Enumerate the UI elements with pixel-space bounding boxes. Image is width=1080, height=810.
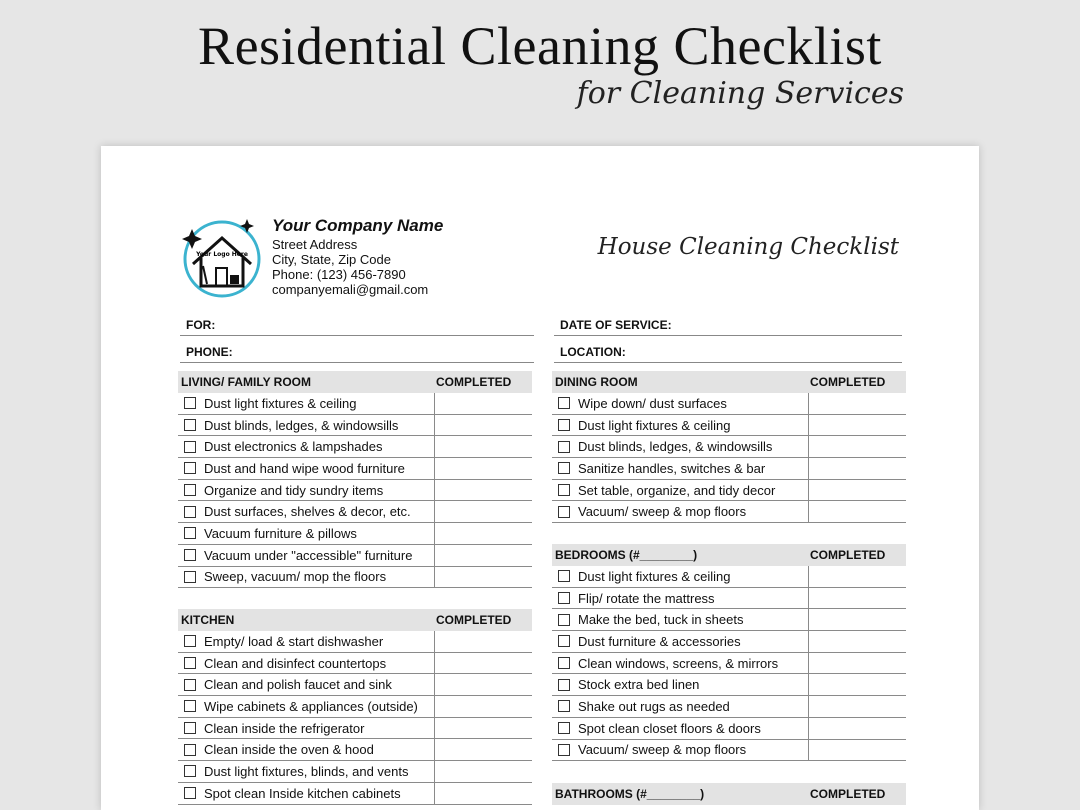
checkbox[interactable] [184, 441, 196, 453]
task-label: Organize and tidy sundry items [204, 482, 384, 498]
section-dining-room [552, 371, 906, 523]
checklist-row [552, 458, 906, 480]
task-label: Clean inside the oven & hood [204, 742, 374, 758]
completed-cell[interactable] [435, 436, 532, 457]
task-label: Dust and hand wipe wood furniture [204, 460, 405, 476]
task-label: Wipe cabinets & appliances (outside) [204, 698, 418, 714]
checklist-row [178, 653, 532, 675]
checklist-sheet [101, 146, 979, 810]
completed-cell[interactable] [435, 458, 532, 479]
section-title: LIVING/ FAMILY ROOM [181, 375, 312, 389]
completed-cell[interactable] [809, 631, 906, 652]
completed-column-header: COMPLETED [810, 787, 886, 801]
task-label: Wipe down/ dust surfaces [578, 395, 727, 411]
task-cell [552, 631, 809, 652]
company-email: companyemali@gmail.com [272, 282, 429, 297]
completed-cell[interactable] [809, 696, 906, 717]
task-label: Clean inside the refrigerator [204, 720, 365, 736]
checklist-row [178, 501, 532, 523]
task-cell [552, 609, 809, 630]
checkbox[interactable] [558, 570, 570, 582]
checklist-row [552, 674, 906, 696]
task-label: Flip/ rotate the mattress [578, 590, 715, 606]
task-cell [178, 458, 435, 479]
task-label: Vacuum/ sweep & mop floors [578, 504, 747, 520]
section-header [178, 609, 532, 631]
checklist-row [552, 393, 906, 415]
checkbox[interactable] [184, 765, 196, 777]
task-label: Vacuum under "accessible" furniture [204, 547, 413, 563]
checklist-row [178, 567, 532, 589]
completed-cell[interactable] [809, 436, 906, 457]
section-kitchen [178, 609, 532, 805]
completed-cell[interactable] [435, 501, 532, 522]
completed-cell[interactable] [809, 653, 906, 674]
task-label: Clean windows, screens, & mirrors [578, 655, 779, 671]
completed-column-header: COMPLETED [810, 375, 886, 389]
checkbox[interactable] [558, 657, 570, 669]
checkbox[interactable] [558, 397, 570, 409]
company-street: Street Address [272, 237, 358, 252]
checkbox[interactable] [558, 484, 570, 496]
checklist-row [178, 436, 532, 458]
checkbox[interactable] [558, 462, 570, 474]
completed-cell[interactable] [435, 631, 532, 652]
task-label: Make the bed, tuck in sheets [578, 612, 744, 628]
checkbox[interactable] [184, 744, 196, 756]
completed-cell[interactable] [809, 740, 906, 761]
task-cell [552, 501, 809, 522]
task-cell [178, 523, 435, 544]
section-title: KITCHEN [181, 613, 235, 627]
phone-field[interactable]: PHONE: [180, 337, 534, 363]
checkbox[interactable] [184, 571, 196, 583]
section-title: DINING ROOM [555, 375, 638, 389]
completed-column-header: COMPLETED [810, 548, 886, 562]
completed-cell[interactable] [809, 566, 906, 587]
section-bathrooms [552, 783, 906, 805]
company-name: Your Company Name [272, 216, 444, 235]
section-living-family-room [178, 371, 532, 588]
checkbox[interactable] [184, 700, 196, 712]
completed-cell[interactable] [435, 523, 532, 544]
task-cell [178, 393, 435, 414]
date-of-service-field[interactable]: DATE OF SERVICE: [554, 310, 902, 336]
completed-cell[interactable] [435, 739, 532, 760]
company-city: City, State, Zip Code [272, 252, 391, 267]
completed-cell[interactable] [435, 415, 532, 436]
checklist-row [552, 566, 906, 588]
task-label: Dust electronics & lampshades [204, 439, 383, 455]
task-cell [178, 501, 435, 522]
checklist-row [178, 631, 532, 653]
completed-cell[interactable] [809, 415, 906, 436]
completed-cell[interactable] [435, 674, 532, 695]
checklist-row [178, 545, 532, 567]
checklist-row [178, 415, 532, 437]
checkbox[interactable] [558, 506, 570, 518]
task-label: Dust blinds, ledges, & windowsills [578, 439, 773, 455]
checklist-row [552, 718, 906, 740]
task-cell [552, 653, 809, 674]
checkbox[interactable] [558, 679, 570, 691]
completed-column-header: COMPLETED [436, 375, 512, 389]
completed-cell[interactable] [435, 545, 532, 566]
completed-cell[interactable] [809, 480, 906, 501]
completed-cell[interactable] [435, 783, 532, 804]
checkbox[interactable] [184, 679, 196, 691]
completed-cell[interactable] [435, 567, 532, 588]
task-label: Spot clean Inside kitchen cabinets [204, 785, 401, 801]
checkbox[interactable] [558, 635, 570, 647]
checklist-row [178, 480, 532, 502]
completed-cell[interactable] [809, 588, 906, 609]
section-title: BATHROOMS (#________) [555, 787, 705, 801]
task-label: Clean and disinfect countertops [204, 655, 387, 671]
section-title: BEDROOMS (#________) [555, 548, 698, 562]
task-label: Dust surfaces, shelves & decor, etc. [204, 504, 411, 520]
checklist-row [178, 674, 532, 696]
checkbox[interactable] [558, 419, 570, 431]
checklist-row [178, 696, 532, 718]
task-cell [178, 783, 435, 804]
task-cell [178, 436, 435, 457]
checklist-row [552, 631, 906, 653]
task-cell [178, 674, 435, 695]
task-cell [552, 480, 809, 501]
completed-cell[interactable] [809, 393, 906, 414]
checkbox[interactable] [184, 484, 196, 496]
checklist-row [178, 718, 532, 740]
completed-cell[interactable] [809, 718, 906, 739]
task-cell [552, 696, 809, 717]
checklist-row [178, 523, 532, 545]
task-cell [178, 718, 435, 739]
task-label: Empty/ load & start dishwasher [204, 633, 384, 649]
completed-cell[interactable] [435, 393, 532, 414]
checkbox[interactable] [184, 787, 196, 799]
task-cell [552, 415, 809, 436]
checkbox[interactable] [184, 397, 196, 409]
task-cell [178, 631, 435, 652]
section-bedrooms [552, 544, 906, 761]
checklist-row [552, 696, 906, 718]
completed-cell[interactable] [809, 458, 906, 479]
logo-text: Your Logo Here [196, 251, 248, 258]
task-label: Shake out rugs as needed [578, 698, 730, 714]
section-header [552, 783, 906, 805]
task-label: Stock extra bed linen [578, 677, 700, 693]
checklist-row [178, 739, 532, 761]
task-cell [178, 739, 435, 760]
checkbox[interactable] [184, 635, 196, 647]
checkbox[interactable] [558, 700, 570, 712]
task-label: Dust light fixtures, blinds, and vents [204, 763, 409, 779]
checkbox[interactable] [184, 722, 196, 734]
task-label: Dust light fixtures & ceiling [578, 568, 731, 584]
checkbox[interactable] [558, 744, 570, 756]
completed-cell[interactable] [809, 609, 906, 630]
checkbox[interactable] [184, 506, 196, 518]
task-label: Sanitize handles, switches & bar [578, 460, 766, 476]
banner-subtitle: for Cleaning Services [576, 76, 904, 111]
for-field[interactable]: FOR: [180, 310, 534, 336]
completed-cell[interactable] [809, 501, 906, 522]
completed-cell[interactable] [435, 480, 532, 501]
task-cell [552, 393, 809, 414]
checklist-row [552, 609, 906, 631]
completed-cell[interactable] [809, 674, 906, 695]
task-cell [552, 436, 809, 457]
task-cell [552, 588, 809, 609]
checkbox[interactable] [184, 657, 196, 669]
task-cell [178, 567, 435, 588]
task-cell [178, 480, 435, 501]
task-label: Dust light fixtures & ceiling [204, 395, 357, 411]
task-label: Dust light fixtures & ceiling [578, 417, 731, 433]
task-cell [552, 718, 809, 739]
completed-cell[interactable] [435, 718, 532, 739]
company-info [272, 215, 443, 297]
checkbox[interactable] [558, 722, 570, 734]
task-cell [178, 761, 435, 782]
task-label: Set table, organize, and tidy decor [578, 482, 776, 498]
checklist-row [178, 393, 532, 415]
checklist-row [552, 740, 906, 762]
task-cell [178, 545, 435, 566]
checklist-row [178, 783, 532, 805]
task-cell [178, 696, 435, 717]
checklist-row [552, 436, 906, 458]
task-label: Sweep, vacuum/ mop the floors [204, 569, 387, 585]
completed-cell[interactable] [435, 761, 532, 782]
document-title: House Cleaning Checklist [597, 234, 899, 260]
checkbox[interactable] [184, 527, 196, 539]
task-cell [552, 740, 809, 761]
completed-cell[interactable] [435, 696, 532, 717]
task-cell [552, 674, 809, 695]
task-cell [552, 458, 809, 479]
section-header [178, 371, 532, 393]
checklist-row [552, 588, 906, 610]
task-label: Clean and polish faucet and sink [204, 677, 392, 693]
checkbox[interactable] [558, 441, 570, 453]
task-label: Spot clean closet floors & doors [578, 720, 761, 736]
section-header [552, 371, 906, 393]
checkbox[interactable] [558, 592, 570, 604]
company-phone: Phone: (123) 456-7890 [272, 267, 406, 282]
location-field[interactable]: LOCATION: [554, 337, 902, 363]
task-label: Vacuum/ sweep & mop floors [578, 742, 747, 758]
checklist-row [552, 480, 906, 502]
task-cell [552, 566, 809, 587]
completed-column-header: COMPLETED [436, 613, 512, 627]
task-cell [178, 415, 435, 436]
checkbox[interactable] [184, 462, 196, 474]
task-label: Vacuum furniture & pillows [204, 525, 357, 541]
checkbox[interactable] [184, 549, 196, 561]
checkbox[interactable] [558, 614, 570, 626]
checklist-row [178, 458, 532, 480]
checklist-row [552, 501, 906, 523]
completed-cell[interactable] [435, 653, 532, 674]
checklist-row [552, 415, 906, 437]
checklist-row [552, 653, 906, 675]
banner-title: Residential Cleaning Checklist [198, 16, 882, 76]
section-header [552, 544, 906, 566]
checklist-row [178, 761, 532, 783]
task-cell [178, 653, 435, 674]
house-logo-icon [179, 216, 265, 302]
task-label: Dust furniture & accessories [578, 633, 741, 649]
checkbox[interactable] [184, 419, 196, 431]
task-label: Dust blinds, ledges, & windowsills [204, 417, 399, 433]
